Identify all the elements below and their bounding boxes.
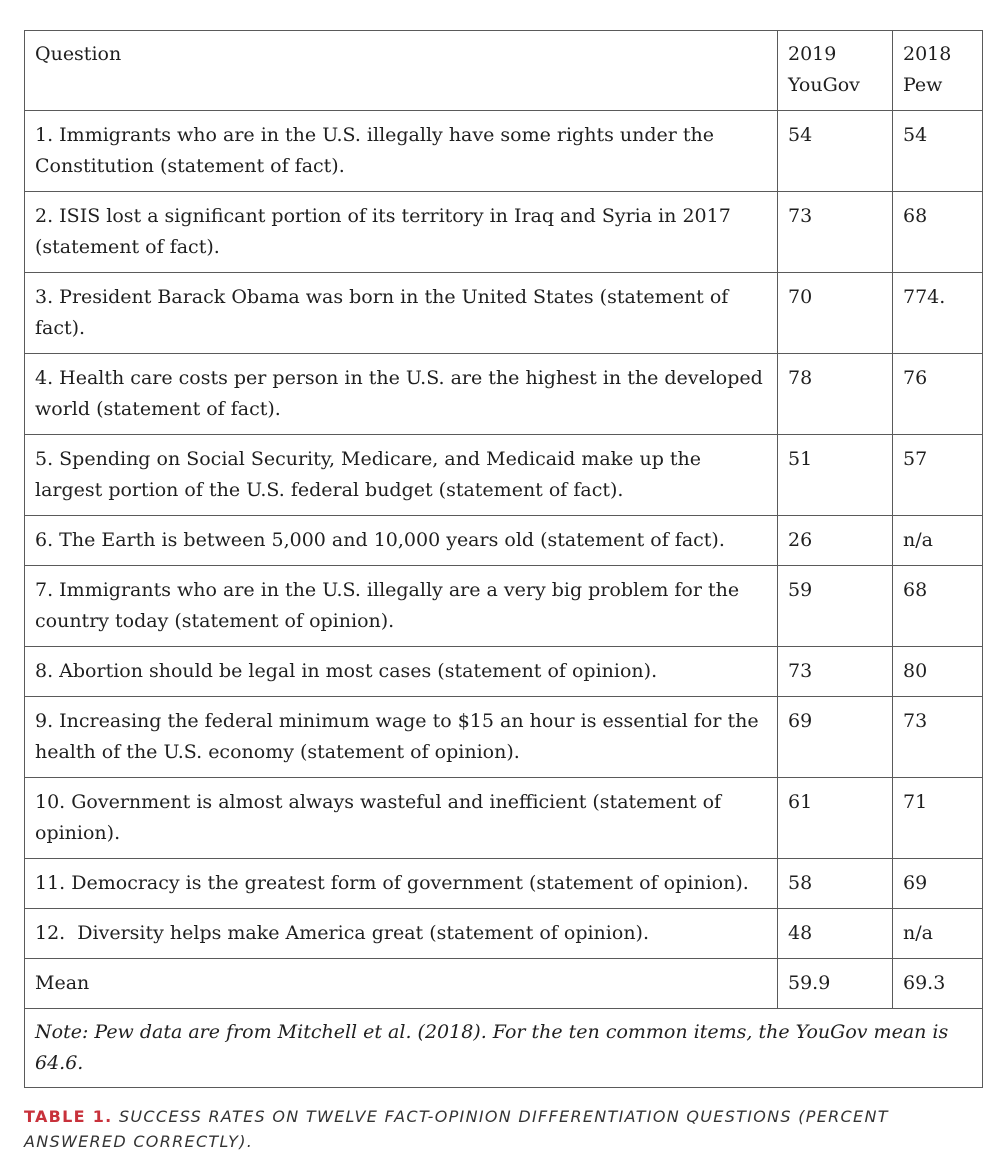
table-row xyxy=(25,778,983,859)
pew-cell: 80 xyxy=(893,647,983,697)
question-cell: 6. The Earth is between 5,000 and 10,000 years old (statement of fact). xyxy=(25,516,778,566)
table-body xyxy=(25,111,983,1088)
table-row xyxy=(25,354,983,435)
table-row xyxy=(25,647,983,697)
question-cell: 9. Increasing the federal minimum wage to $15 an hour is essential for the health of the U.S. economy (statement of opinion). xyxy=(25,697,778,778)
pew-cell: 57 xyxy=(893,435,983,516)
table-row xyxy=(25,192,983,273)
question-cell: 7. Immigrants who are in the U.S. illegally are a very big problem for the country today (statement of opinion). xyxy=(25,566,778,647)
yougov-cell: 59 xyxy=(778,566,893,647)
mean-row xyxy=(25,959,983,1009)
table-row xyxy=(25,859,983,909)
mean-label: Mean xyxy=(25,959,778,1009)
table-note: Note: Pew data are from Mitchell et al. (2018). For the ten common items, the YouGov mean is 64.6. xyxy=(25,1009,983,1088)
question-cell: 11. Democracy is the greatest form of government (statement of opinion). xyxy=(25,859,778,909)
caption-label: TABLE 1. xyxy=(24,1107,113,1126)
table-caption xyxy=(24,1104,982,1154)
header-question: Question xyxy=(25,31,778,111)
table-row xyxy=(25,516,983,566)
yougov-cell: 70 xyxy=(778,273,893,354)
caption-text: SUCCESS RATES ON TWELVE FACT-OPINION DIFFERENTIATION QUESTIONS (PERCENT ANSWERED CORRECTLY). xyxy=(24,1107,889,1151)
header-row xyxy=(25,31,983,111)
header-pew: 2018 Pew xyxy=(893,31,983,111)
table-row xyxy=(25,435,983,516)
question-cell: 3. President Barack Obama was born in the United States (statement of fact). xyxy=(25,273,778,354)
yougov-cell: 61 xyxy=(778,778,893,859)
mean-pew: 69.3 xyxy=(893,959,983,1009)
pew-cell: 73 xyxy=(893,697,983,778)
table-row xyxy=(25,273,983,354)
pew-cell: 774. xyxy=(893,273,983,354)
yougov-cell: 58 xyxy=(778,859,893,909)
header-yougov: 2019 YouGov xyxy=(778,31,893,111)
note-row xyxy=(25,1009,983,1088)
pew-cell: 68 xyxy=(893,192,983,273)
yougov-cell: 26 xyxy=(778,516,893,566)
pew-cell: 69 xyxy=(893,859,983,909)
question-cell: 2. ISIS lost a significant portion of its territory in Iraq and Syria in 2017 (statement of fact). xyxy=(25,192,778,273)
table-row xyxy=(25,909,983,959)
yougov-cell: 78 xyxy=(778,354,893,435)
pew-cell: 54 xyxy=(893,111,983,192)
yougov-cell: 73 xyxy=(778,647,893,697)
table-row xyxy=(25,566,983,647)
question-cell: 10. Government is almost always wasteful and inefficient (statement of opinion). xyxy=(25,778,778,859)
pew-cell: n/a xyxy=(893,909,983,959)
mean-yougov: 59.9 xyxy=(778,959,893,1009)
question-cell: 1. Immigrants who are in the U.S. illegally have some rights under the Constitution (statement of fact). xyxy=(25,111,778,192)
pew-cell: 76 xyxy=(893,354,983,435)
yougov-cell: 69 xyxy=(778,697,893,778)
yougov-cell: 73 xyxy=(778,192,893,273)
yougov-cell: 51 xyxy=(778,435,893,516)
pew-cell: 68 xyxy=(893,566,983,647)
yougov-cell: 54 xyxy=(778,111,893,192)
question-cell: 8. Abortion should be legal in most cases (statement of opinion). xyxy=(25,647,778,697)
pew-cell: 71 xyxy=(893,778,983,859)
table-row xyxy=(25,697,983,778)
question-cell: 4. Health care costs per person in the U.S. are the highest in the developed world (statement of fact). xyxy=(25,354,778,435)
yougov-cell: 48 xyxy=(778,909,893,959)
pew-cell: n/a xyxy=(893,516,983,566)
table-row xyxy=(25,111,983,192)
question-cell: 12. Diversity helps make America great (statement of opinion). xyxy=(25,909,778,959)
document-page xyxy=(24,30,982,1154)
question-cell: 5. Spending on Social Security, Medicare, and Medicaid make up the largest portion of the U.S. federal budget (statement of fact). xyxy=(25,435,778,516)
survey-results-table xyxy=(24,30,983,1088)
